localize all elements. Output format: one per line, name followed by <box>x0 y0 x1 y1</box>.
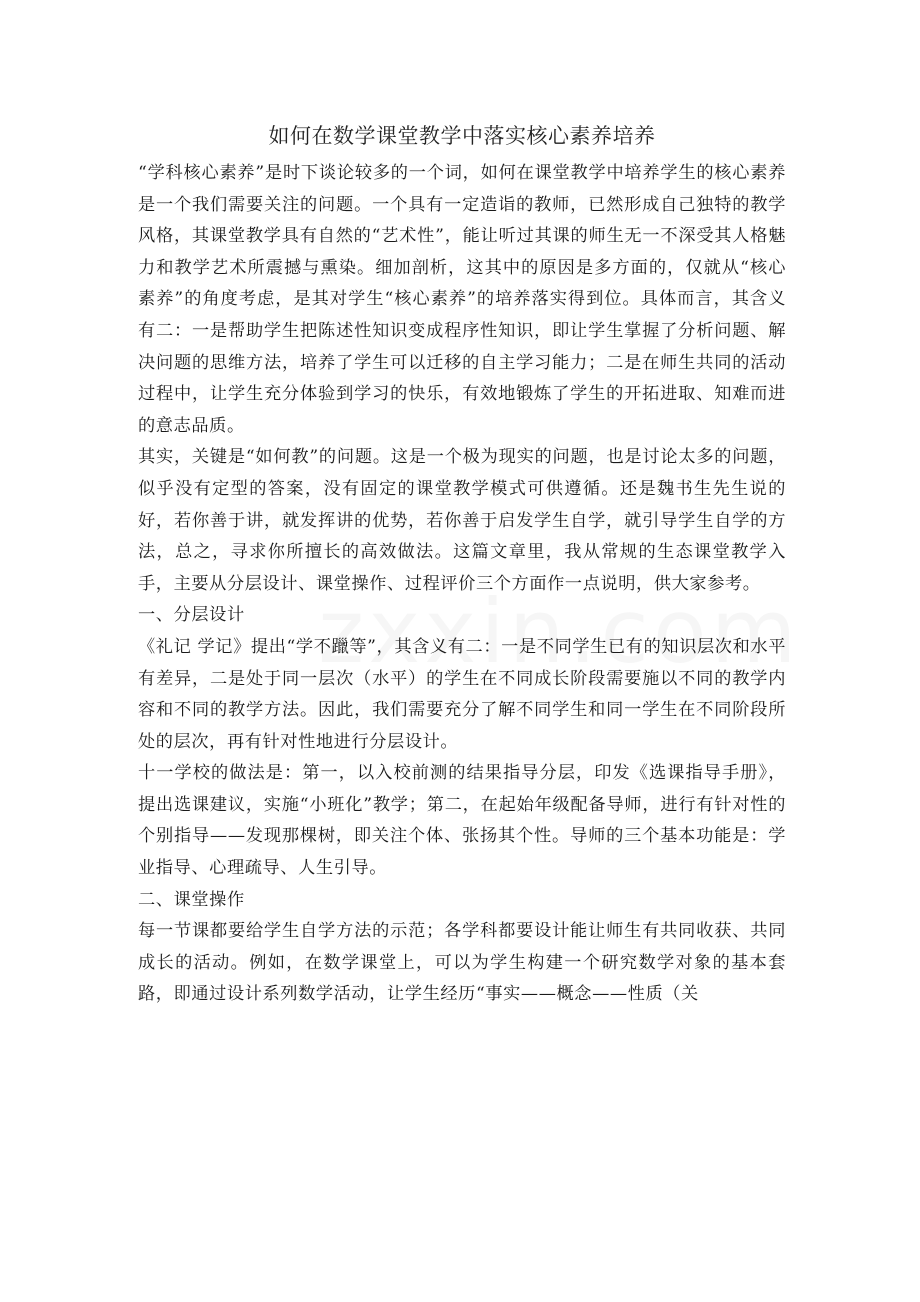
paragraph-how-to-teach: 其实，关键是“如何教”的问题。这是一个极为现实的问题，也是讨论太多的问题，似乎没有定型的答案，没有固定的课堂教学模式可供遵循。还是魏书生先生说的好，若你善于讲，就发挥讲的优势，若你善于启发学生自学，就引导学生自学的方法，总之，寻求你所擅长的高效做法。这篇文章里，我从常规的生态课堂教学入手，主要从分层设计、课堂操作、过程评价三个方面作一点说明，供大家参考。 <box>138 447 786 594</box>
paragraph-classroom-demo: 每一节课都要给学生自学方法的示范；各学科都要设计能让师生有共同收获、共同成长的活动。例如，在数学课堂上，可以为学生构建一个研究数学对象的基本套路，即通过设计系列数学活动，让学生经历“事实——概念——性质（关 <box>138 921 786 1005</box>
paragraph-intro: “学科核心素养”是时下谈论较多的一个词，如何在课堂教学中培养学生的核心素养是一个我们需要关注的问题。一个具有一定造诣的教师，已然形成自己独特的教学风格，其课堂教学具有自然的“艺术性”，能让听过其课的师生无一不深受其人格魅力和教学艺术所震撼与熏染。细加剖析，这其中的原因是多方面的，仅就从“核心素养”的角度考虑，是其对学生“核心素养”的培养落实得到位。具体而言，其含义有二：一是帮助学生把陈述性知识变成程序性知识，即让学生掌握了分析问题、解决问题的思维方法，培养了学生可以迁移的自主学习能力；二是在师生共同的活动过程中，让学生充分体验到学习的快乐，有效地锻炼了学生的开拓进取、知难而进的意志品质。 <box>138 163 786 436</box>
section-heading-classroom-operation: 二、课堂操作 <box>138 889 245 910</box>
paragraph-school-practice: 十一学校的做法是：第一，以入校前测的结果指导分层，印发《选课指导手册》，提出选课建议，实施“小班化”教学；第二，在起始年级配备导师，进行有针对性的个别指导——发现那棵树，即关注个体、张扬其个性。导师的三个基本功能是：学业指导、心理疏导、人生引导。 <box>138 763 786 879</box>
section-heading-layered-design: 一、分层设计 <box>138 605 245 626</box>
paragraph-liji-xueji: 《礼记 学记》提出“学不躐等”，其含义有二：一是不同学生已有的知识层次和水平有差异，二是处于同一层次（水平）的学生在不同成长阶段需要施以不同的教学内容和不同的教学方法。因此，我们需要充分了解不同学生和同一学生在不同阶段所处的层次，再有针对性地进行分层设计。 <box>138 636 786 752</box>
document-title: 如何在数学课堂教学中落实核心素养培养 <box>268 124 656 148</box>
document-page <box>138 116 786 1011</box>
